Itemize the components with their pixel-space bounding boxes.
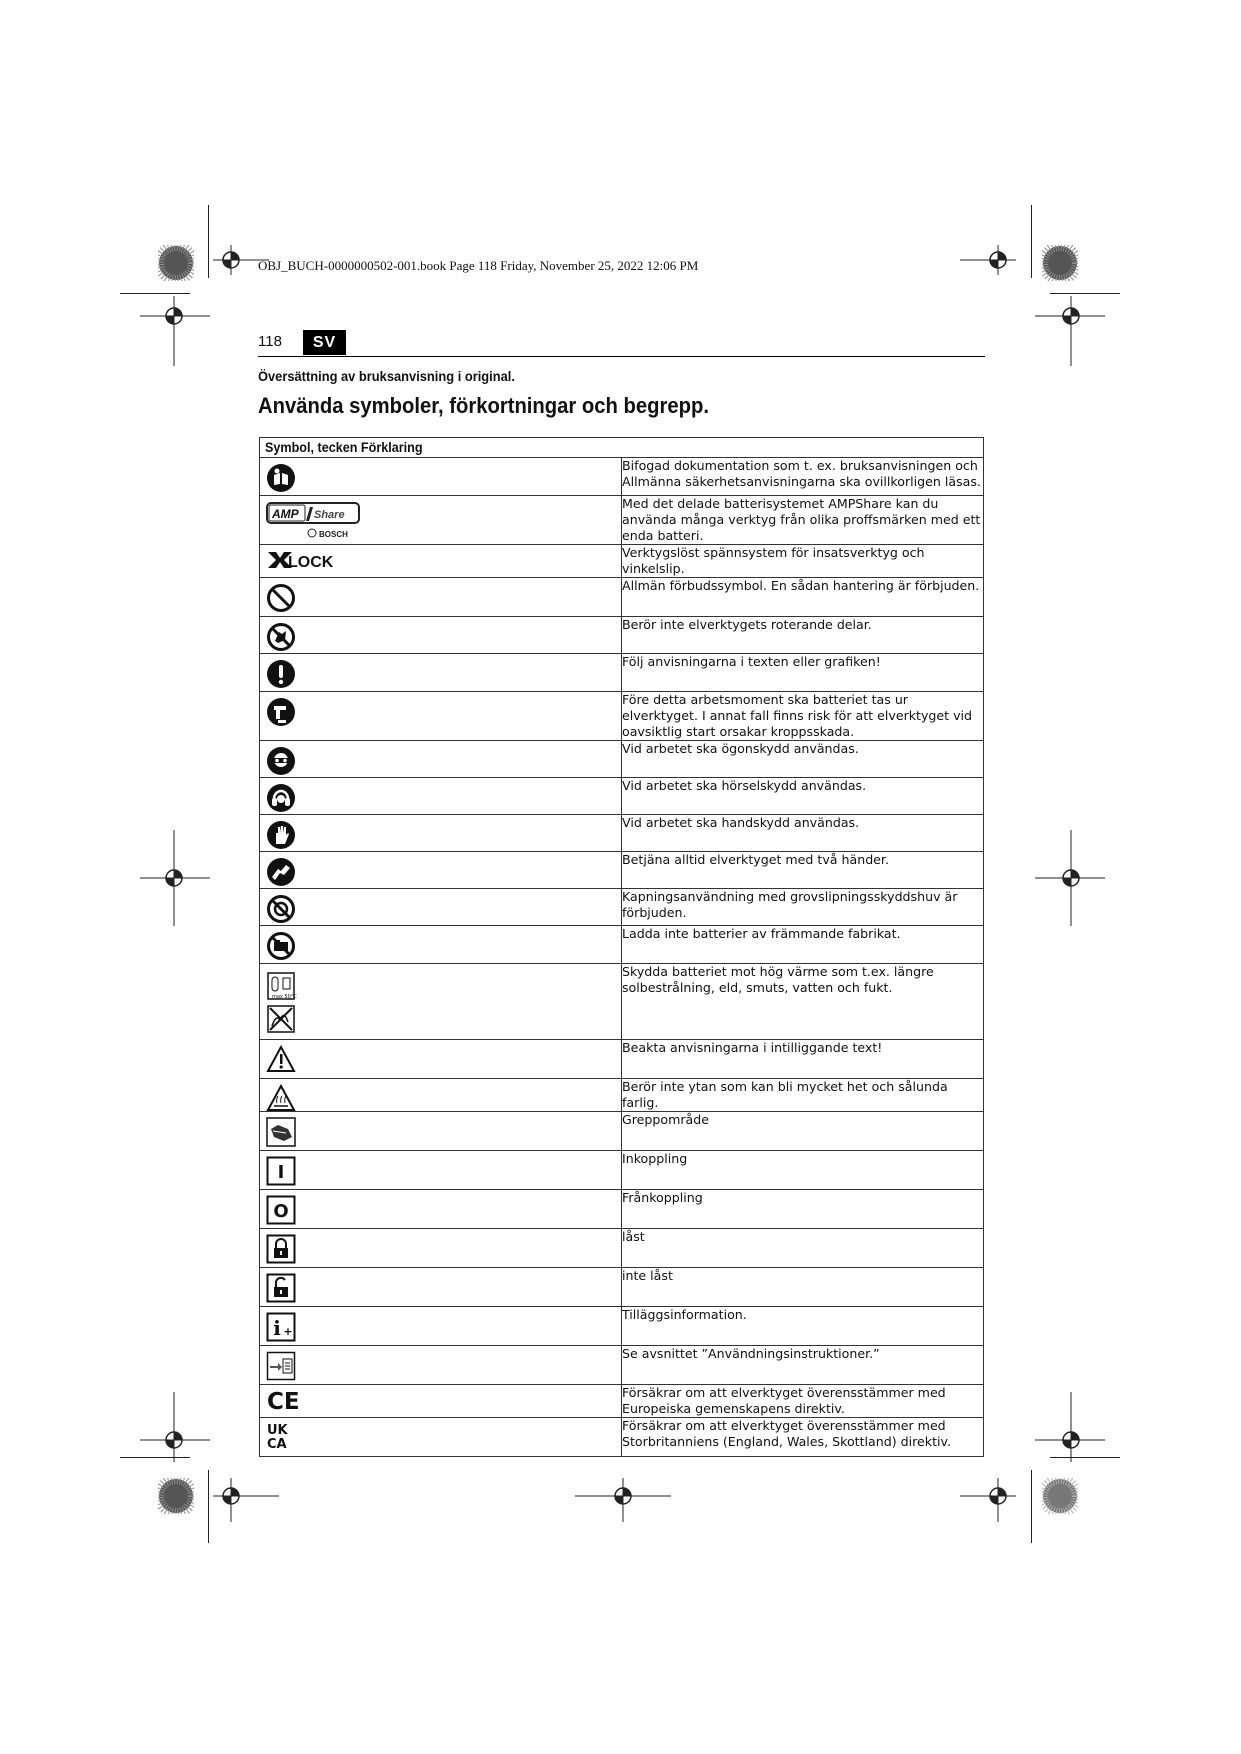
translation-note: Översättning av bruksanvisning i original. xyxy=(258,368,515,384)
info-plus-symbol: + xyxy=(283,1325,293,1338)
registration-mark-icon xyxy=(960,1478,1016,1522)
registration-mark-icon xyxy=(1035,1392,1105,1462)
switch-off-icon xyxy=(266,1195,296,1225)
grip-area-icon xyxy=(266,1117,296,1147)
page-number: 118 xyxy=(258,333,282,350)
row-description: Tilläggsinformation. xyxy=(622,1307,984,1346)
row-description: Allmän förbudssymbol. En sådan hantering är förbjuden. xyxy=(622,578,984,617)
row-description: Berör inte ytan som kan bli mycket het och sålunda farlig. xyxy=(622,1079,984,1112)
table-row xyxy=(260,926,984,964)
table-row xyxy=(260,617,984,654)
table-row xyxy=(260,654,984,692)
warning-triangle-icon xyxy=(266,1045,296,1073)
table-row xyxy=(260,578,984,617)
info-plus-icon xyxy=(266,1312,296,1342)
table-row xyxy=(260,1418,984,1457)
registration-mark-icon xyxy=(960,245,1016,275)
registration-mark-icon xyxy=(575,1478,671,1522)
ampshare-amp-text: AMP xyxy=(272,507,299,521)
unlocked-icon xyxy=(266,1273,296,1303)
see-section-icon xyxy=(266,1351,296,1381)
ukca-mark-icon xyxy=(266,1421,296,1453)
table-row xyxy=(260,458,984,496)
row-description: låst xyxy=(622,1229,984,1268)
table-row xyxy=(260,1307,984,1346)
table-row xyxy=(260,1040,984,1079)
table-row xyxy=(260,964,984,1040)
registration-starburst-icon xyxy=(1042,1478,1078,1514)
table-row xyxy=(260,852,984,889)
row-description: Inkoppling xyxy=(622,1151,984,1190)
row-description: Beakta anvisningarna i intilliggande text! xyxy=(622,1040,984,1079)
no-cutting-guard-icon xyxy=(266,894,296,924)
ampshare-logo xyxy=(266,501,362,539)
registration-mark-icon xyxy=(140,296,210,366)
ce-mark-icon xyxy=(266,1387,300,1413)
row-description: Skydda batteriet mot hög värme som t.ex. längre solbestrålning, eld, smuts, vatten och fukt. xyxy=(622,964,984,1040)
locked-icon xyxy=(266,1234,296,1264)
table-row xyxy=(260,889,984,926)
ce-text: CE xyxy=(267,1389,300,1413)
table-row xyxy=(260,1229,984,1268)
ear-protection-icon xyxy=(266,783,296,813)
prohibition-icon xyxy=(266,583,296,613)
table-row xyxy=(260,1151,984,1190)
ampshare-share-text: Share xyxy=(314,509,345,521)
battery-no-elements-icon xyxy=(266,1004,298,1036)
hand-protection-icon xyxy=(266,820,296,850)
table-row xyxy=(260,1268,984,1307)
table-row xyxy=(260,815,984,852)
battery-temp-text: max 50°C xyxy=(272,994,297,1000)
table-row xyxy=(260,778,984,815)
row-description: Frånkoppling xyxy=(622,1190,984,1229)
table-row xyxy=(260,545,984,578)
registration-mark-icon xyxy=(140,830,210,926)
switch-on-icon xyxy=(266,1156,296,1186)
file-slug-line: OBJ_BUCH-0000000502-001.book Page 118 Friday, November 25, 2022 12:06 PM xyxy=(258,258,699,273)
row-description: Bifogad dokumentation som t. ex. bruksanvisningen och Allmänna säkerhetsanvisningarna ska ovillkorligen läsas. xyxy=(622,458,984,496)
row-description: Greppområde xyxy=(622,1112,984,1151)
table-header: Symbol, tecken Förklaring xyxy=(260,438,984,458)
ukca-top-text: UK xyxy=(267,1423,288,1438)
switch-off-symbol: O xyxy=(273,1201,289,1222)
table-row xyxy=(260,496,984,545)
row-description: Vid arbetet ska hörselskydd användas. xyxy=(622,778,984,815)
registration-starburst-icon xyxy=(158,245,194,281)
row-description: Med det delade batterisystemet AMPShare kan du använda många verktyg från olika proffsmärken med ett enda batteri. xyxy=(622,496,984,545)
table-row xyxy=(260,692,984,741)
mandatory-exclamation-icon xyxy=(266,659,296,689)
table-row xyxy=(260,741,984,778)
two-hands-icon xyxy=(266,857,296,887)
info-symbol: i xyxy=(273,1316,281,1340)
table-row xyxy=(260,1385,984,1418)
registration-mark-icon xyxy=(213,1478,279,1522)
symbol-table xyxy=(259,437,984,1457)
table-row xyxy=(260,1079,984,1112)
remove-battery-icon xyxy=(266,697,296,727)
row-description: Försäkrar om att elverktyget överensstämmer med Storbritanniens (England, Wales, Skottland) direktiv. xyxy=(622,1418,984,1457)
ampshare-bosch-text: BOSCH xyxy=(319,530,348,539)
table-row xyxy=(260,1346,984,1385)
row-description: inte låst xyxy=(622,1268,984,1307)
registration-mark-icon xyxy=(1035,296,1105,366)
row-description: Kapningsanvändning med grovslipningsskyddshuv är förbjuden. xyxy=(622,889,984,926)
row-description: Vid arbetet ska handskydd användas. xyxy=(622,815,984,852)
switch-on-symbol: I xyxy=(277,1162,285,1183)
header-rule xyxy=(258,356,985,357)
page-title: Använda symboler, förkortningar och begrepp. xyxy=(258,393,709,418)
ukca-bottom-text: CA xyxy=(267,1437,287,1452)
row-description: Vid arbetet ska ögonskydd användas. xyxy=(622,741,984,778)
row-description: Berör inte elverktygets roterande delar. xyxy=(622,617,984,654)
language-badge: SV xyxy=(303,330,346,355)
row-description: Ladda inte batterier av främmande fabrikat. xyxy=(622,926,984,964)
table-row xyxy=(260,1112,984,1151)
xlock-logo xyxy=(266,549,338,571)
registration-mark-icon xyxy=(1035,830,1105,926)
registration-starburst-icon xyxy=(1042,245,1078,281)
row-description: Före detta arbetsmoment ska batteriet tas ur elverktyget. I annat fall finns risk för att elverktyget vid oavsiktlig start orsakar kroppsskada. xyxy=(622,692,984,741)
no-touch-rotating-icon xyxy=(266,622,296,652)
row-description: Försäkrar om att elverktyget överensstämmer med Europeiska gemenskapens direktiv. xyxy=(622,1385,984,1418)
row-description: Verktygslöst spännsystem för insatsverktyg och vinkelslip. xyxy=(622,545,984,578)
row-description: Följ anvisningarna i texten eller grafiken! xyxy=(622,654,984,692)
row-description: Betjäna alltid elverktyget med två händer. xyxy=(622,852,984,889)
hot-surface-icon xyxy=(266,1084,296,1112)
eye-protection-icon xyxy=(266,746,296,776)
read-manual-icon xyxy=(266,463,296,493)
battery-heat-icon xyxy=(266,969,298,1001)
registration-mark-icon xyxy=(140,1392,210,1462)
registration-starburst-icon xyxy=(158,1478,194,1514)
row-description: Se avsnittet ”Användningsinstruktioner.” xyxy=(622,1346,984,1385)
xlock-text: LOCK xyxy=(288,554,334,571)
no-foreign-battery-icon xyxy=(266,931,296,961)
table-header-row xyxy=(260,438,984,458)
table-row xyxy=(260,1190,984,1229)
